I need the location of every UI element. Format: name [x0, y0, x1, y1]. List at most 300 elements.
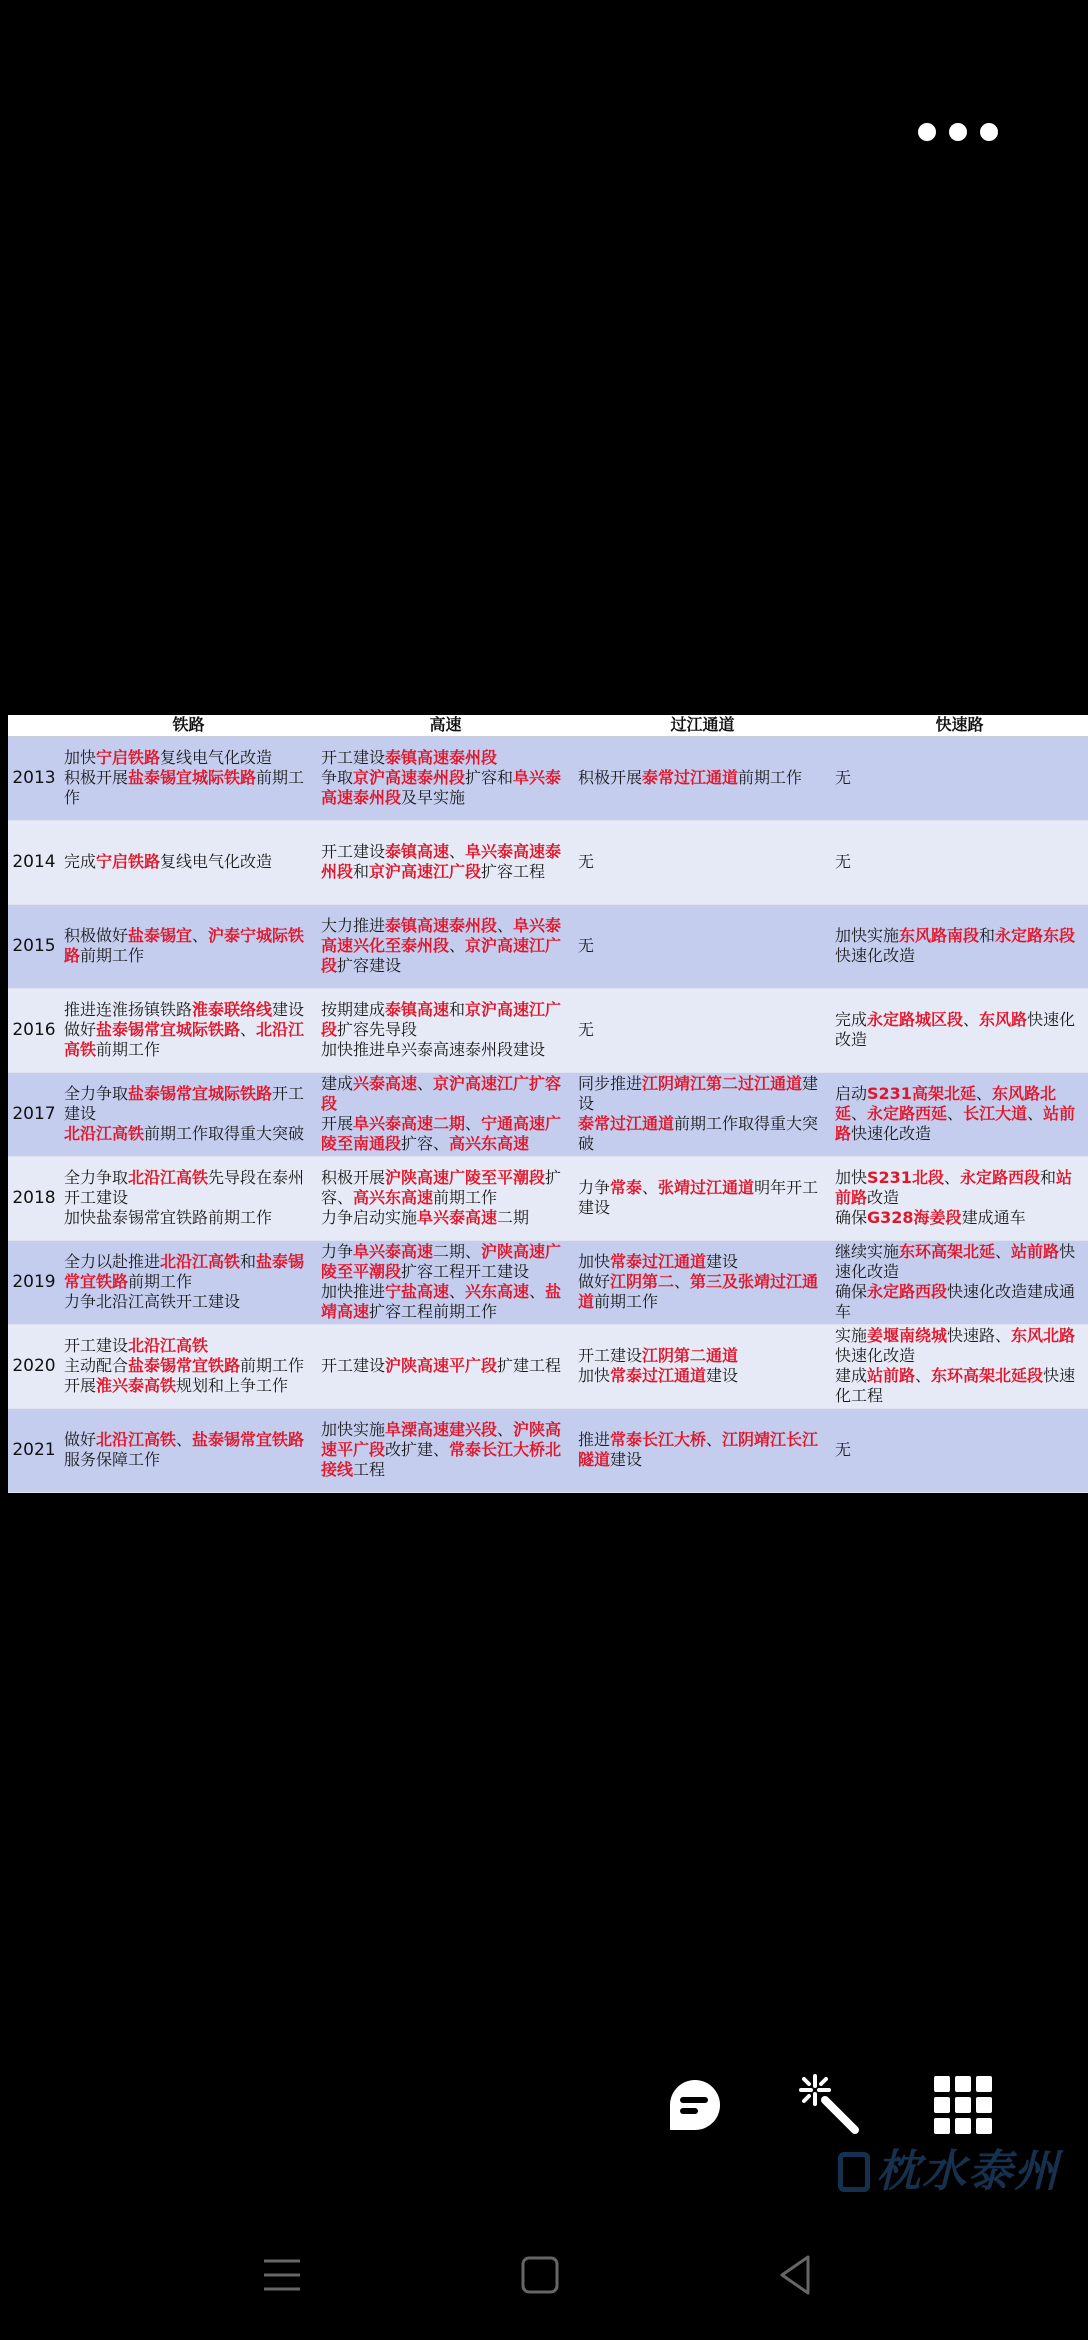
- cell-text: 建成通车: [961, 1208, 1026, 1227]
- highlighted-project: 阜溧高速建兴段: [385, 1420, 498, 1439]
- table-row: [8, 1408, 1088, 1492]
- cell-text: 明年开工建设: [578, 1178, 819, 1217]
- cell-text: 开工建设: [321, 748, 386, 767]
- row-year: 2020: [8, 1324, 60, 1408]
- cell-text: 做好: [64, 1430, 97, 1449]
- highlighted-project: 沪陕高速广陵至平潮段: [385, 1168, 546, 1187]
- cell-railway: [60, 1408, 317, 1492]
- cell-text: 规划和上争工作: [176, 1376, 289, 1395]
- cell-text: 开工建设: [321, 1356, 386, 1375]
- cell-river-crossing: [574, 904, 831, 988]
- cell-expressway: [317, 988, 574, 1072]
- highlighted-project: S231北段: [867, 1168, 944, 1187]
- cell-text: 加快: [578, 1366, 611, 1385]
- cell-expressway: [317, 1072, 574, 1156]
- cell-text: 和: [1039, 1168, 1056, 1187]
- row-year: 2019: [8, 1240, 60, 1324]
- cell-text: 、: [449, 936, 466, 955]
- more-dots-icon: [980, 123, 998, 141]
- cell-expressway: [317, 1240, 574, 1324]
- transport-plan-table: [8, 715, 1088, 1493]
- cell-line: [835, 1366, 1084, 1406]
- back-triangle-icon: [766, 2245, 826, 2305]
- cell-text: 完成: [64, 852, 97, 871]
- cell-text: 扩容和: [465, 768, 514, 787]
- cell-text: 开展: [64, 1376, 97, 1395]
- cell-text: 和: [240, 1252, 257, 1271]
- cell-text: 主动配合: [64, 1356, 129, 1375]
- highlighted-project: 永定路西段: [959, 1168, 1040, 1187]
- highlighted-project: 泰镇高速: [385, 1000, 450, 1019]
- cell-line: [578, 1366, 827, 1386]
- cell-text: 快速化改造: [835, 946, 916, 965]
- highlighted-project: 长江大道: [963, 1104, 1028, 1123]
- highlighted-project: 东环高架北延: [899, 1242, 996, 1261]
- highlighted-project: 阜兴泰高速二期: [353, 1114, 466, 1133]
- highlighted-project: 站前路: [1011, 1242, 1060, 1261]
- cell-river-crossing: [574, 1072, 831, 1156]
- apps-grid-button[interactable]: [928, 2070, 998, 2140]
- table-row: [8, 904, 1088, 988]
- cell-text: 和: [979, 926, 996, 945]
- cell-line: [321, 842, 570, 882]
- highlighted-project: 常泰: [610, 1178, 643, 1197]
- highlighted-project: 兴东高速: [465, 1282, 530, 1301]
- cell-text: 扩容工程前期工作: [369, 1302, 498, 1321]
- cell-line: [321, 1114, 570, 1154]
- row-year: 2016: [8, 988, 60, 1072]
- highlighted-project: 沪陕高速广陵至平潮段: [321, 1242, 562, 1281]
- cell-railway: [60, 736, 317, 820]
- cell-text: 二期: [497, 1208, 530, 1227]
- highlighted-project: 宁盐高速: [385, 1282, 450, 1301]
- cell-text: 前期工作取得重大突破: [144, 1124, 305, 1143]
- highlighted-project: 江阴第二: [610, 1272, 675, 1291]
- highlighted-project: 盐靖高速: [321, 1282, 562, 1321]
- cell-line: [321, 1282, 570, 1322]
- cell-text: 无: [835, 768, 852, 787]
- image-content: [8, 715, 1076, 2197]
- cell-text: 加快: [578, 1252, 611, 1271]
- cell-text: 工程: [353, 1460, 386, 1479]
- highlighted-project: 永定路西段: [867, 1282, 948, 1301]
- cell-expressway: [317, 904, 574, 988]
- cell-text: 先导段在泰州开工建设: [64, 1168, 305, 1207]
- cell-text: 复线电气化改造: [160, 852, 273, 871]
- cell-line: [64, 1356, 313, 1376]
- cell-text: 、: [449, 842, 466, 861]
- cell-line: [64, 768, 313, 808]
- cell-line: [64, 1430, 313, 1470]
- highlighted-project: 淮泰联络线: [192, 1000, 273, 1019]
- highlighted-project: 淮兴泰高铁: [96, 1376, 177, 1395]
- cell-text: 、: [943, 1168, 960, 1187]
- cell-text: 加快推进: [321, 1282, 386, 1301]
- highlighted-project: 京沪高速江广段: [321, 1000, 562, 1039]
- cell-line: [64, 1336, 313, 1356]
- cell-text: 快速化改造: [835, 1242, 1076, 1281]
- highlighted-project: 站前路: [835, 1168, 1073, 1207]
- cell-text: 、: [497, 1420, 514, 1439]
- cell-line: [64, 926, 313, 966]
- nav-menu-button[interactable]: [252, 2245, 312, 2305]
- highlighted-project: 东风北路: [1011, 1326, 1076, 1345]
- cell-express-road: [831, 1156, 1088, 1240]
- cell-text: 快速化改造: [835, 1010, 1076, 1049]
- highlighted-project: 盐泰锡常宜城际铁路: [128, 1084, 273, 1103]
- cell-text: 、: [240, 1020, 257, 1039]
- cell-text: 力争: [578, 1178, 611, 1197]
- cell-text: 无: [835, 1440, 852, 1459]
- table-row: [8, 1324, 1088, 1408]
- cell-text: 、: [192, 926, 209, 945]
- highlighted-project: 盐泰锡常宜城际铁路: [96, 1020, 241, 1039]
- cell-line: [321, 768, 570, 808]
- highlighted-project: 北沿江高铁: [128, 1336, 209, 1355]
- cell-line: [835, 926, 1084, 966]
- cell-text: 、: [465, 1114, 482, 1133]
- highlighted-project: 盐泰锡常宜铁路: [64, 1252, 305, 1291]
- highlighted-project: 永定路东段: [995, 926, 1076, 945]
- cell-line: [578, 1074, 827, 1114]
- highlighted-project: 沪陕高速平广段: [321, 1420, 562, 1459]
- cell-line: [321, 1420, 570, 1480]
- cell-text: 无: [578, 1020, 595, 1039]
- cell-text: 建设: [578, 1074, 819, 1113]
- highlighted-project: 高兴东高速: [353, 1188, 434, 1207]
- cell-text: 建设: [706, 1252, 739, 1271]
- header-year: [8, 715, 60, 736]
- cell-text: 扩容工程开工建设: [401, 1262, 530, 1281]
- highlighted-project: 常泰过江通道: [610, 1366, 707, 1385]
- cell-line: [64, 1252, 313, 1292]
- table-row: [8, 1156, 1088, 1240]
- cell-text: 、: [497, 916, 514, 935]
- cell-railway: [60, 1324, 317, 1408]
- highlighted-project: 沪泰宁城际铁路: [64, 926, 305, 965]
- cell-text: 前期工作: [96, 1040, 161, 1059]
- cell-text: 改造: [867, 1188, 900, 1207]
- cell-line: [578, 1430, 827, 1470]
- cell-text: 前期工作: [240, 1356, 305, 1375]
- cell-express-road: [831, 1240, 1088, 1324]
- cell-text: 、: [947, 1104, 964, 1123]
- highlighted-project: 阜兴泰高速兴化至泰州段: [321, 916, 562, 955]
- cell-text: 同步推进: [578, 1074, 643, 1093]
- cell-text: 快速化改造: [851, 1124, 932, 1143]
- cell-text: 力争: [321, 1242, 354, 1261]
- cell-line: [321, 748, 570, 768]
- header-express-road: 快速路: [831, 715, 1088, 736]
- cell-text: 加快盐泰锡常宜铁路前期工作: [64, 1208, 273, 1227]
- cell-text: 完成: [835, 1010, 868, 1029]
- header-river-crossing: 过江通道: [574, 715, 831, 736]
- cell-text: 全力以赴推进: [64, 1252, 161, 1271]
- cell-text: 、: [1027, 1104, 1044, 1123]
- nav-home-button[interactable]: [510, 2245, 570, 2305]
- header-expressway: 高速: [317, 715, 574, 736]
- cell-text: 加快: [64, 748, 97, 767]
- highlighted-project: 东环高架北延段: [931, 1366, 1044, 1385]
- highlighted-project: 阜兴泰高速: [353, 1242, 434, 1261]
- cell-line: [321, 1356, 570, 1376]
- cell-line: [835, 1208, 1084, 1228]
- cell-railway: [60, 1240, 317, 1324]
- cell-text: 开工建设: [64, 1084, 305, 1123]
- cell-line: [64, 1292, 313, 1312]
- table-row: [8, 1240, 1088, 1324]
- more-options-button[interactable]: [918, 116, 998, 148]
- cell-text: 加快: [835, 1168, 868, 1187]
- magic-wand-button[interactable]: [795, 2070, 865, 2140]
- cell-railway: [60, 1156, 317, 1240]
- cell-line: [835, 1326, 1084, 1366]
- cell-text: 、: [963, 1010, 980, 1029]
- cell-text: 改扩建、: [385, 1440, 450, 1459]
- cell-text: 启动: [835, 1084, 868, 1103]
- cell-text: 扩容工程: [481, 862, 546, 881]
- cell-text: 按期建成: [321, 1000, 386, 1019]
- cell-text: 开展: [321, 1114, 354, 1133]
- cell-river-crossing: [574, 736, 831, 820]
- cell-express-road: [831, 1072, 1088, 1156]
- highlighted-project: 东风路: [979, 1010, 1028, 1029]
- highlighted-project: 宁启铁路: [96, 748, 161, 767]
- cell-text: 、: [706, 1430, 723, 1449]
- cell-text: 、: [417, 1074, 434, 1093]
- highlighted-project: 泰镇高速泰州段: [385, 748, 498, 767]
- cell-text: 快速路、: [947, 1326, 1012, 1345]
- cell-text: 开工建设: [64, 1336, 129, 1355]
- cell-text: 推进: [578, 1430, 611, 1449]
- highlighted-project: 泰镇高速: [385, 842, 450, 861]
- cell-text: 加快推进阜兴泰高速泰州段建设: [321, 1040, 546, 1059]
- cell-expressway: [317, 736, 574, 820]
- highlighted-project: 沪陕高速平广段: [385, 1356, 498, 1375]
- watermark-text: 枕水泰州: [876, 2146, 1060, 2197]
- cell-text: 扩容建设: [337, 956, 402, 975]
- cell-text: 加快实施: [321, 1420, 386, 1439]
- cell-text: 和: [353, 862, 370, 881]
- cell-line: [578, 1272, 827, 1312]
- highlighted-project: 京沪高速江广段: [369, 862, 482, 881]
- cell-line: [64, 1376, 313, 1396]
- cell-text: 前期工作: [128, 1272, 193, 1291]
- highlighted-project: 盐泰锡常宜铁路: [192, 1430, 305, 1449]
- highlighted-project: 张靖过江通道: [658, 1178, 755, 1197]
- cell-text: 确保: [835, 1282, 868, 1301]
- cell-express-road: [831, 988, 1088, 1072]
- cell-river-crossing: [574, 1240, 831, 1324]
- cell-line: [321, 1074, 570, 1114]
- highlighted-project: 北沿江高铁: [64, 1020, 305, 1059]
- cell-text: 积极开展: [64, 768, 129, 787]
- highlighted-project: 北沿江高铁: [160, 1252, 241, 1271]
- highlighted-project: 站前路: [867, 1366, 916, 1385]
- cell-line: [578, 852, 827, 872]
- cell-text: 无: [578, 852, 595, 871]
- highlighted-project: 江阴第二通道: [642, 1346, 739, 1365]
- highlighted-project: 永定路城区段: [867, 1010, 964, 1029]
- cell-river-crossing: [574, 1408, 831, 1492]
- cell-line: [835, 768, 1084, 788]
- cell-text: 扩容、: [321, 1168, 562, 1207]
- highlighted-project: 北沿江高铁: [64, 1124, 145, 1143]
- cell-text: 加快实施: [835, 926, 900, 945]
- cell-line: [321, 1242, 570, 1282]
- highlighted-project: 高兴东高速: [449, 1134, 530, 1153]
- highlighted-project: 第三及张靖过江通道: [578, 1272, 819, 1311]
- cell-railway: [60, 988, 317, 1072]
- highlighted-project: 常泰长江大桥北接线: [321, 1440, 562, 1479]
- highlighted-project: 东风路南段: [899, 926, 980, 945]
- cell-express-road: [831, 736, 1088, 820]
- cell-text: 、: [176, 1430, 193, 1449]
- cell-text: 前期工作: [64, 768, 305, 807]
- table-header-row: [8, 715, 1088, 736]
- highlighted-project: G328海姜段: [867, 1208, 962, 1227]
- cell-text: 做好: [64, 1020, 97, 1039]
- cell-line: [578, 1114, 827, 1154]
- table-row: [8, 1072, 1088, 1156]
- cell-line: [578, 1178, 827, 1218]
- highlighted-project: 永定路西延: [867, 1104, 948, 1123]
- cell-expressway: [317, 1408, 574, 1492]
- cell-express-road: [831, 1408, 1088, 1492]
- highlighted-project: S231高架北延: [867, 1084, 976, 1103]
- highlighted-project: 宁启铁路: [96, 852, 161, 871]
- cell-expressway: [317, 820, 574, 904]
- cell-line: [321, 916, 570, 976]
- cell-express-road: [831, 904, 1088, 988]
- highlighted-project: 东风路北延: [835, 1084, 1056, 1123]
- cell-line: [64, 1084, 313, 1124]
- row-year: 2018: [8, 1156, 60, 1240]
- cell-text: 全力争取: [64, 1168, 129, 1187]
- cell-text: 快速化工程: [835, 1366, 1076, 1405]
- cell-text: 、: [851, 1104, 868, 1123]
- highlighted-project: 江阴靖江第二过江通道: [642, 1074, 803, 1093]
- cell-text: 开工建设: [578, 1346, 643, 1365]
- cell-text: 建设: [706, 1366, 739, 1385]
- cell-text: 建设: [272, 1000, 305, 1019]
- cell-line: [578, 936, 827, 956]
- cell-line: [835, 1168, 1084, 1208]
- table-row: [8, 820, 1088, 904]
- cell-text: 、: [995, 1242, 1012, 1261]
- highlighted-project: 常泰过江通道: [610, 1252, 707, 1271]
- cell-railway: [60, 820, 317, 904]
- table-row: [8, 736, 1088, 820]
- cell-line: [835, 852, 1084, 872]
- more-dots-icon: [949, 123, 967, 141]
- cell-line: [321, 1000, 570, 1040]
- cell-text: 建成: [321, 1074, 354, 1093]
- table-row: [8, 988, 1088, 1072]
- cell-text: 前期工作: [80, 946, 145, 965]
- cell-text: 、: [642, 1178, 659, 1197]
- cell-line: [64, 1020, 313, 1060]
- home-square-icon: [510, 2245, 570, 2305]
- menu-icon: [252, 2245, 312, 2305]
- note-edit-button[interactable]: [660, 2070, 730, 2140]
- cell-text: 、: [529, 1282, 546, 1301]
- row-year: 2021: [8, 1408, 60, 1492]
- row-year: 2017: [8, 1072, 60, 1156]
- cell-text: 快速化改造建成通车: [835, 1282, 1076, 1321]
- cell-expressway: [317, 1324, 574, 1408]
- grid-apps-icon: [928, 2070, 998, 2140]
- cell-line: [578, 768, 827, 788]
- cell-text: 及早实施: [401, 788, 466, 807]
- highlighted-project: 京沪高速泰州段: [353, 768, 466, 787]
- cell-text: 前期工作: [594, 1292, 659, 1311]
- cell-railway: [60, 904, 317, 988]
- cell-text: 、: [674, 1272, 691, 1291]
- row-year: 2013: [8, 736, 60, 820]
- cell-text: 复线电气化改造: [160, 748, 273, 767]
- cell-river-crossing: [574, 988, 831, 1072]
- cell-line: [835, 1282, 1084, 1322]
- highlighted-project: 站前路: [835, 1104, 1076, 1143]
- highlighted-project: 泰常过江通道: [578, 1114, 675, 1133]
- highlighted-project: 宁通高速广陵至南通段: [321, 1114, 562, 1153]
- cell-text: 无: [578, 936, 595, 955]
- highlighted-project: 北沿江高铁: [128, 1168, 209, 1187]
- highlighted-project: 江阴靖江长江隧道: [578, 1430, 819, 1469]
- cell-line: [578, 1020, 827, 1040]
- header-railway: 铁路: [60, 715, 317, 736]
- highlighted-project: 京沪高速江广扩容段: [321, 1074, 562, 1113]
- cell-text: 二期、: [433, 1242, 482, 1261]
- cell-text: 扩容、: [401, 1134, 450, 1153]
- nav-back-button[interactable]: [766, 2245, 826, 2305]
- cell-line: [64, 748, 313, 768]
- cell-line: [835, 1010, 1084, 1050]
- cell-express-road: [831, 1324, 1088, 1408]
- cell-text: 、: [915, 1366, 932, 1385]
- highlighted-project: 盐泰锡宜: [128, 926, 193, 945]
- cell-text: 建成: [835, 1366, 868, 1385]
- cell-text: 扩建工程: [497, 1356, 562, 1375]
- highlighted-project: 盐泰锡常宜铁路: [128, 1356, 241, 1375]
- watermark-logo: [838, 2135, 1088, 2205]
- cell-text: 继续实施: [835, 1242, 900, 1261]
- cell-text: 推进连淮扬镇铁路: [64, 1000, 193, 1019]
- highlighted-project: 阜兴泰高速泰州段: [321, 842, 562, 881]
- highlighted-project: 京沪高速江广段: [321, 936, 562, 975]
- cell-line: [321, 1168, 570, 1208]
- cell-text: 实施: [835, 1326, 868, 1345]
- cell-line: [578, 1252, 827, 1272]
- cell-text: 确保: [835, 1208, 868, 1227]
- cell-line: [64, 1168, 313, 1208]
- cell-river-crossing: [574, 820, 831, 904]
- cell-text: 建设: [610, 1450, 643, 1469]
- cell-text: 开工建设: [321, 842, 386, 861]
- cell-river-crossing: [574, 1156, 831, 1240]
- cell-text: 做好: [578, 1272, 611, 1291]
- cell-text: 积极开展: [578, 768, 643, 787]
- cell-line: [64, 1124, 313, 1144]
- cell-text: 全力争取: [64, 1084, 129, 1103]
- note-edit-icon: [660, 2070, 730, 2140]
- row-year: 2014: [8, 820, 60, 904]
- cell-line: [835, 1440, 1084, 1460]
- highlighted-project: 阜兴泰高速泰州段: [321, 768, 562, 807]
- cell-river-crossing: [574, 1324, 831, 1408]
- highlighted-project: 北沿江高铁: [96, 1430, 177, 1449]
